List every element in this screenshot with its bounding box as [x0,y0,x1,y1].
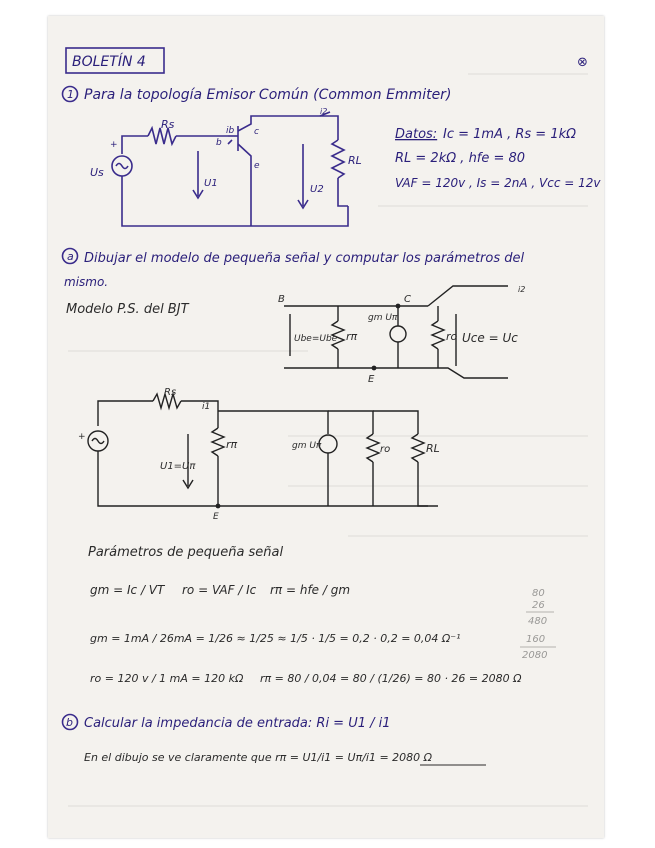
part-a-letter: a [67,250,74,263]
rl-label: RL [348,154,362,167]
model-rpi: rπ [346,330,358,343]
c-label: c [254,127,259,137]
e-label: e [254,161,260,171]
problem-number: 1 [67,88,74,101]
bjt-model-label: Modelo P.S. del BJT [66,302,189,317]
rpi-formula: rπ = hfe / gm [270,583,351,597]
plus-sign-2: + [78,432,86,442]
gm2-label: gm Uπ [292,441,322,451]
model-e: E [368,374,375,385]
part-a-text-1: Dibujar el modelo de pequeña señal y computar los parámetros del [84,251,525,266]
u1-upi-label: U1=Uπ [160,461,196,472]
part-a-text-2: mismo. [64,275,109,289]
b-label: b [216,138,222,148]
i1-label: i1 [202,402,211,412]
gm2-source [319,435,337,453]
sum-a: 80 [532,588,545,599]
datos-label: Datos: [395,127,438,142]
sum-c: 480 [528,616,548,627]
ib-label: ib [226,126,235,136]
rl2-label: RL [426,442,440,455]
model-uce: Uce = Uc [462,331,518,345]
notebook-page [48,16,604,838]
gm-calc: gm = 1mA / 26mA = 1/26 ≈ 1/25 ≈ 1/5 · 1/5 = 0,2 · 0,2 = 0,04 Ω⁻¹ [90,632,461,645]
rs-label: Rs [161,118,175,131]
gm-formula: gm = Ic / VT [90,583,165,597]
model-gm: gm Uπ [368,313,398,323]
params-heading: Parámetros de pequeña señal [88,545,284,560]
u2-label: U2 [310,184,324,195]
corner-mark: ⊗ [577,55,588,70]
e2-label: E [213,512,219,522]
boletin-title: BOLETÍN 4 [72,54,146,70]
rs2-label: Rs [164,387,177,398]
rpi-calc: rπ = 80 / 0,04 = 80 / (1/26) = 80 · 26 = 2080 Ω [260,672,522,685]
model-ube: Ube=Ube [294,334,338,344]
ro-formula: ro = VAF / Ic [182,583,257,597]
part-b-letter: b [66,716,73,729]
rpi2-resistor [212,428,224,456]
circuit-1 [90,107,362,226]
ro2-resistor [367,434,379,462]
model-b: B [278,294,285,305]
u1-label: U1 [204,178,218,189]
rl2-resistor [412,434,424,462]
part-b-answer: En el dibujo se ve claramente que rπ = U1/i1 = Uπ/i1 = 2080 Ω [84,751,433,764]
plus-sign: + [110,140,118,150]
circuit-2 [78,387,440,522]
rpi2-label: rπ [226,438,238,451]
i2-label: i2 [320,107,328,116]
ro2-label: ro [380,444,391,455]
margin-arithmetic [520,588,556,661]
datos-line-3: VAF = 120v , Is = 2nA , Vcc = 12v [395,176,601,190]
model-c: C [404,294,411,305]
us-label: Us [90,166,104,179]
sum-b: 26 [532,600,545,611]
sum-e: 2080 [522,650,548,661]
datos-line-1: Ic = 1mA , Rs = 1kΩ [443,127,577,142]
bjt-model [66,285,525,385]
datos-line-2: RL = 2kΩ , hfe = 80 [395,151,526,166]
model-i2: i2 [518,285,526,294]
problem-title: Para la topología Emisor Común (Common Emmiter) [84,87,452,103]
model-ro: ro [446,330,458,343]
sum-d: 160 [526,634,546,645]
gm-source [390,326,406,342]
page-drawing [48,16,604,838]
rl-resistor [332,140,344,178]
part-b-text: Calcular la impedancia de entrada: Ri = U1 / i1 [84,716,391,731]
ro-resistor [432,321,444,349]
ro-calc: ro = 120 v / 1 mA = 120 kΩ [90,672,244,685]
